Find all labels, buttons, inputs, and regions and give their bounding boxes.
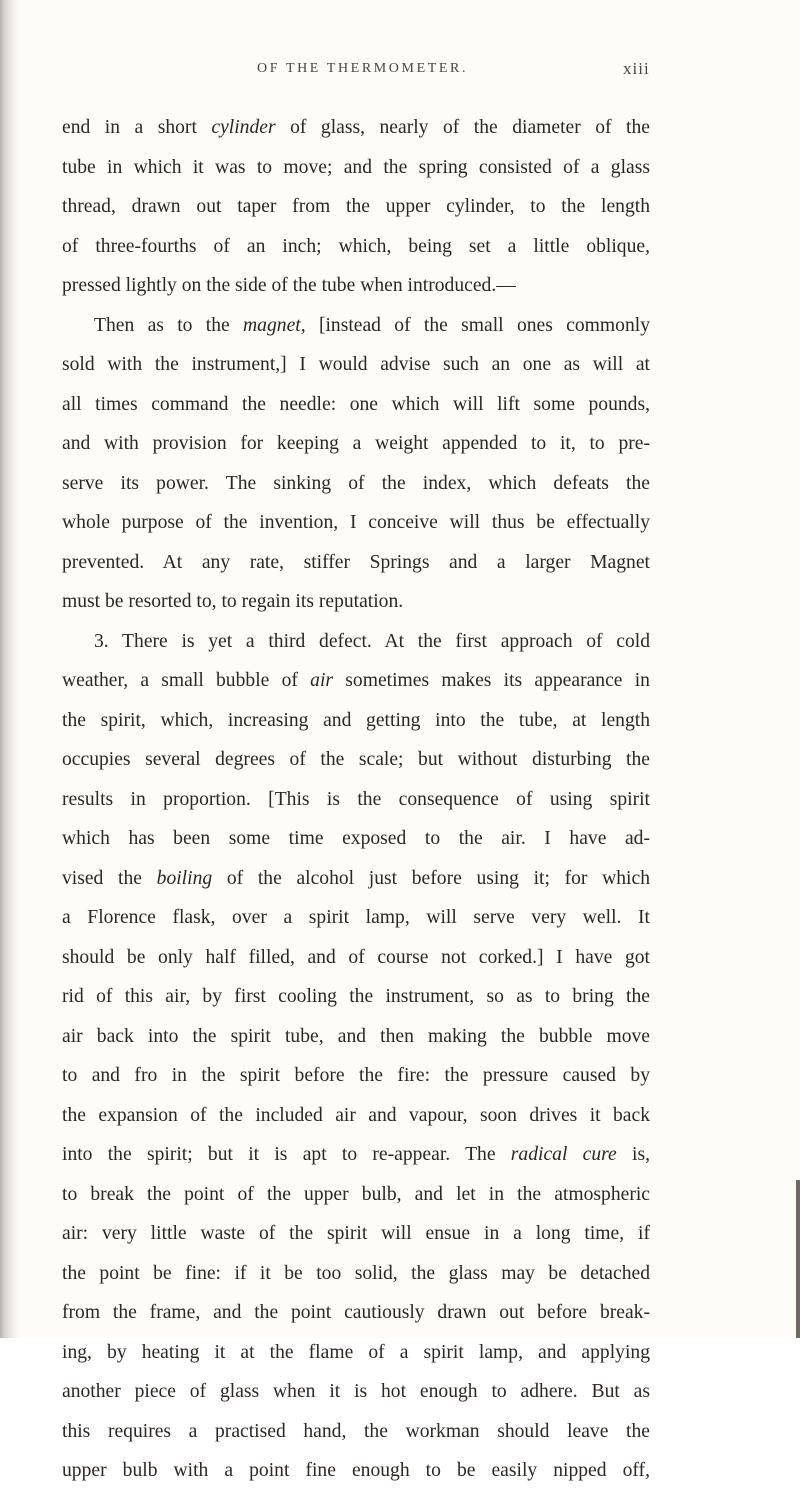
text-line: to break the point of the upper bulb, and let in the atmospheric	[62, 1183, 650, 1205]
text-line: all times command the needle: one which will lift some pounds,	[62, 393, 650, 415]
text-line: into the spirit; but it is apt to re-appear. The radical cure is,	[62, 1144, 650, 1165]
text-line: a Florence flask, over a spirit lamp, will serve very well. It	[62, 907, 650, 928]
text-line: must be resorted to, to regain its reputation.	[62, 591, 404, 612]
text-line: the spirit, which, increasing and getting into the tube, at length	[62, 709, 650, 731]
text-line: the point be fine: if it be too solid, the glass may be detached	[62, 1262, 650, 1284]
text-line: which has been some time exposed to the air. I have ad-	[62, 828, 650, 849]
text-line: occupies several degrees of the scale; but without disturbing the	[62, 749, 650, 770]
text-line: from the frame, and the point cautiously drawn out before break-	[62, 1302, 650, 1323]
text-line: tube in which it was to move; and the spring consisted of a glass	[62, 156, 650, 178]
text-line: this requires a practised hand, the workman should leave the	[62, 1420, 650, 1442]
text-line: to and fro in the spirit before the fire: the pressure caused by	[62, 1065, 650, 1086]
text-line: air back into the spirit tube, and then making the bubble move	[62, 1025, 650, 1047]
text-line: ing, by heating it at the flame of a spirit lamp, and applying	[62, 1341, 650, 1363]
text-line: the expansion of the included air and vapour, soon drives it back	[62, 1104, 650, 1126]
text-line: vised the boiling of the alcohol just before using it; for which	[62, 867, 650, 889]
text-line: end in a short cylinder of glass, nearly of the diameter of the	[62, 117, 650, 138]
text-line: Then as to the magnet, [instead of the small ones commonly	[94, 314, 650, 336]
text-line: weather, a small bubble of air sometimes makes its appearance in	[62, 670, 650, 691]
page-edge	[796, 1180, 800, 1338]
body-text	[62, 108, 650, 1491]
text-line: thread, drawn out taper from the upper cylinder, to the length	[62, 196, 650, 217]
text-line: 3. There is yet a third defect. At the first approach of cold	[94, 630, 650, 652]
text-line: of three-fourths of an inch; which, being set a little oblique,	[62, 235, 650, 257]
running-head	[0, 61, 800, 85]
running-head-title: OF THE THERMOMETER.	[257, 61, 469, 76]
page-number: xiii	[623, 59, 650, 78]
text-line: sold with the instrument,] I would advise such an one as will at	[62, 354, 650, 375]
text-line: results in proportion. [This is the consequence of using spirit	[62, 788, 650, 810]
text-line: and with provision for keeping a weight appended to it, to pre-	[62, 433, 650, 454]
text-line: upper bulb with a point fine enough to be easily nipped off,	[62, 1460, 650, 1481]
text-line: prevented. At any rate, stiffer Springs and a larger Magnet	[62, 551, 650, 573]
text-line: whole purpose of the invention, I conceive will thus be effectually	[62, 512, 650, 533]
text-line: another piece of glass when it is hot enough to adhere. But as	[62, 1381, 650, 1402]
text-line: should be only half filled, and of course not corked.] I have got	[62, 946, 650, 968]
text-line: serve its power. The sinking of the index, which defeats the	[62, 472, 650, 494]
text-line: rid of this air, by first cooling the instrument, so as to bring the	[62, 986, 650, 1007]
text-line: pressed lightly on the side of the tube when introduced.—	[62, 275, 516, 296]
page-binding-shadow	[0, 0, 20, 1338]
text-line: air: very little waste of the spirit will ensue in a long time, if	[62, 1223, 650, 1244]
